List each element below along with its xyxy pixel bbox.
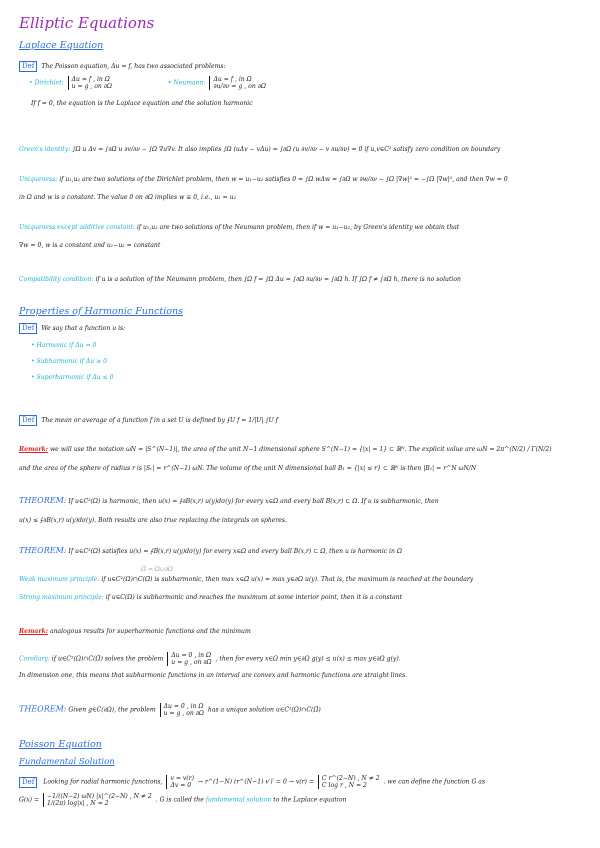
theorem-label: THEOREM: xyxy=(19,496,67,505)
greens-label: Green's identity: xyxy=(19,146,71,153)
corollary-label: Corollary: xyxy=(19,655,50,663)
section-fundamental: Fundamental Solution xyxy=(19,757,115,767)
dirichlet-label: Dirichlet: xyxy=(34,79,64,87)
compatibility-label: Compatibility condition: xyxy=(19,276,94,283)
uniqueness-additive-label: Uniqueness except additive constant: xyxy=(19,224,135,231)
laplace-note: If f = 0, the equation is the Laplace equation and the solution harmonic xyxy=(31,100,253,108)
uniqueness: Uniqueness: if u₁,u₂ are two solutions of the Dirichlet problem, then w = u₁−u₂ satisfies 0 = ∫Ω wΔw = ∫∂Ω w ∂w/∂ν − ∫Ω |∇w|² = −∫Ω |∇w|², and then ∇w = 0 in Ω and w is a constant. The value 0 on ∂Ω implies w ≡ 0, i.e., u₁ = u₂ xyxy=(19,176,508,202)
strong-max-label: Strong maximum principle: xyxy=(19,593,104,601)
remark-omega: Remark: we will use the notation ωN = |S^(N−1)|, the area of the unit N−1 dimensional sphere S^(N−1) = {|x| = 1} ⊂ ℝᴺ. The explicit value are ωN = 2π^(N/2) / Γ(N/2) and the area of the sphere of radius r is |Sᵣ| = r^(N−1) ωN. The volume of the unit N dimensional ball B₁ = {|x| ≤ r} ⊂ ℝᴺ is then |B₁| = r^N ωN/N xyxy=(19,446,552,473)
def-poisson xyxy=(19,61,587,108)
def-harmonic: Def We say that a function u is: • Harmonic if Δu = 0 • Subharmonic if Δu ≥ 0 • Superharmonic if Δu ≤ 0 xyxy=(19,323,587,382)
green-function: G(x) = −1/((N−2) ωN) |x|^(2−N) , N ≠ 2 1/(2π) log|x| , N = 2 . G is called the fundamental solution to the Laplace equation xyxy=(19,793,347,807)
section-harmonic: Properties of Harmonic Functions xyxy=(19,306,183,317)
neumann-cases: Δu = f , in Ω ∂u/∂ν = g , on ∂Ω xyxy=(209,76,265,90)
uniqueness-additive: Uniqueness except additive constant: if u₁,u₂ are two solutions of the Neumann problem, then if w = u₁−u₂, by Green's identity we obtain that ∇w = 0, w is a constant and u₁−u₂ = constant xyxy=(19,224,460,250)
section-poisson: Poisson Equation xyxy=(19,739,102,750)
problems-row: • Dirichlet: Δu = f , in Ω u = g , on ∂Ω • Neumann: Δu = f , in Ω ∂u/∂ν = g , on ∂Ω xyxy=(29,76,266,91)
neumann-label: Neumann: xyxy=(173,79,206,87)
weak-max-label: Weak maximum principle: xyxy=(19,575,100,583)
theorem-existence: THEOREM: Given g∈C(∂Ω), the problem Δu = 0 , in Ω u = g , on ∂Ω has a unique solution u∈C²(Ω)∩C(Ω̄) xyxy=(19,703,321,717)
harmonic-item: • Harmonic if Δu = 0 xyxy=(31,342,97,350)
compatibility: Compatibility condition: if u is a solution of the Neumann problem, then ∫Ω f = ∫Ω Δu = ∫∂Ω ∂u/∂ν = ∫∂Ω h. If ∫Ω f ≠ ∫∂Ω h, there is no solution xyxy=(19,276,461,283)
uniqueness-label: Uniqueness: xyxy=(19,176,58,183)
def-poisson-text: The Poisson equation, Δu = f, has two associated problems: xyxy=(41,63,226,70)
subharmonic-item: • Subharmonic if Δu ≥ 0 xyxy=(31,358,108,366)
theorem-converse: THEOREM: If u∈C²(Ω) satisfies u(x) = ⨍B(x,r) u(y)dσ(y) for every x∈Ω and every ball B(x,r) ⊂ Ω, then u is harmonic in Ω xyxy=(19,546,402,555)
page-title: Elliptic Equations xyxy=(19,14,155,32)
def-fundamental: Def Looking for radial harmonic functions, v = v(r) Δv = 0 → r^(1−N) (r^(N−1) v′)′ = 0 → v(r) = C r^(2−N) , N ≠ 2 C log r , N = 2 . we can define the function G as G(x) = −1/((N−2) ωN) |x|^(2−N) , N ≠ 2 1/(2π) log|x| , N = 2 . G is called the fundamental solution to the Laplace equation xyxy=(19,775,587,807)
maximum-principles: Ω̄ = Ω∪∂Ω Weak maximum principle: if u∈C²(Ω)∩C(Ω̄) is subharmonic, then max x∈Ω̄ u(x) = max y∈∂Ω u(y). That is, the maximum is reached at the boundary Strong maximum principle: if u∈C(Ω) is subharmonic and reaches the maximum at some interior point, then it is a constant xyxy=(19,566,587,602)
dirichlet-cases: Δu = f , in Ω u = g , on ∂Ω xyxy=(68,76,112,90)
closure-note: Ω̄ = Ω∪∂Ω xyxy=(141,566,173,573)
def-tag: Def xyxy=(19,61,37,72)
remark-label: Remark: xyxy=(19,446,49,453)
corollary: Corollary: if u∈C²(Ω)∩C(Ω̄) solves the problem Δu = 0 , in Ω u = g , on ∂Ω , then for every x∈Ω min y∈∂Ω g(y) ≤ u(x) ≤ max y∈∂Ω g(y). In dimension one, this means that subharmonic functions in an interval are convex and harmonic functions are straight lines. xyxy=(19,652,408,679)
fundamental-solution-term: fundamental solution xyxy=(205,796,272,804)
theorem-mean-value: THEOREM: If u∈C²(Ω) is harmonic, then u(x) = ⨍∂B(x,r) u(y)dσ(y) for every x∈Ω and every ball B(x,r) ⊂ Ω. If u is subharmonic, then u(x) ≤ ⨍∂B(x,r) u(y)dσ(y). Both results are also true replacing the integrals on spheres. xyxy=(19,496,439,524)
section-laplace: Laplace Equation xyxy=(19,40,104,51)
def-mean: Def The mean or average of a function f in a set U is defined by ⨍U f = 1/|U| ∫U f xyxy=(19,415,587,426)
remark-analogous: Remark: analogous results for superharmonic functions and the minimum xyxy=(19,628,251,635)
superharmonic-item: • Superharmonic if Δu ≤ 0 xyxy=(31,374,114,382)
greens-identity: Green's identity: ∫Ω u Δv = ∫∂Ω u ∂v/∂ν − ∫Ω ∇u∇v. It also implies ∫Ω (uΔv − vΔu) = ∫∂Ω (u ∂v/∂ν − v ∂u/∂ν) = 0 if u,v∈C² satisfy zero condition on boundary xyxy=(19,146,501,153)
